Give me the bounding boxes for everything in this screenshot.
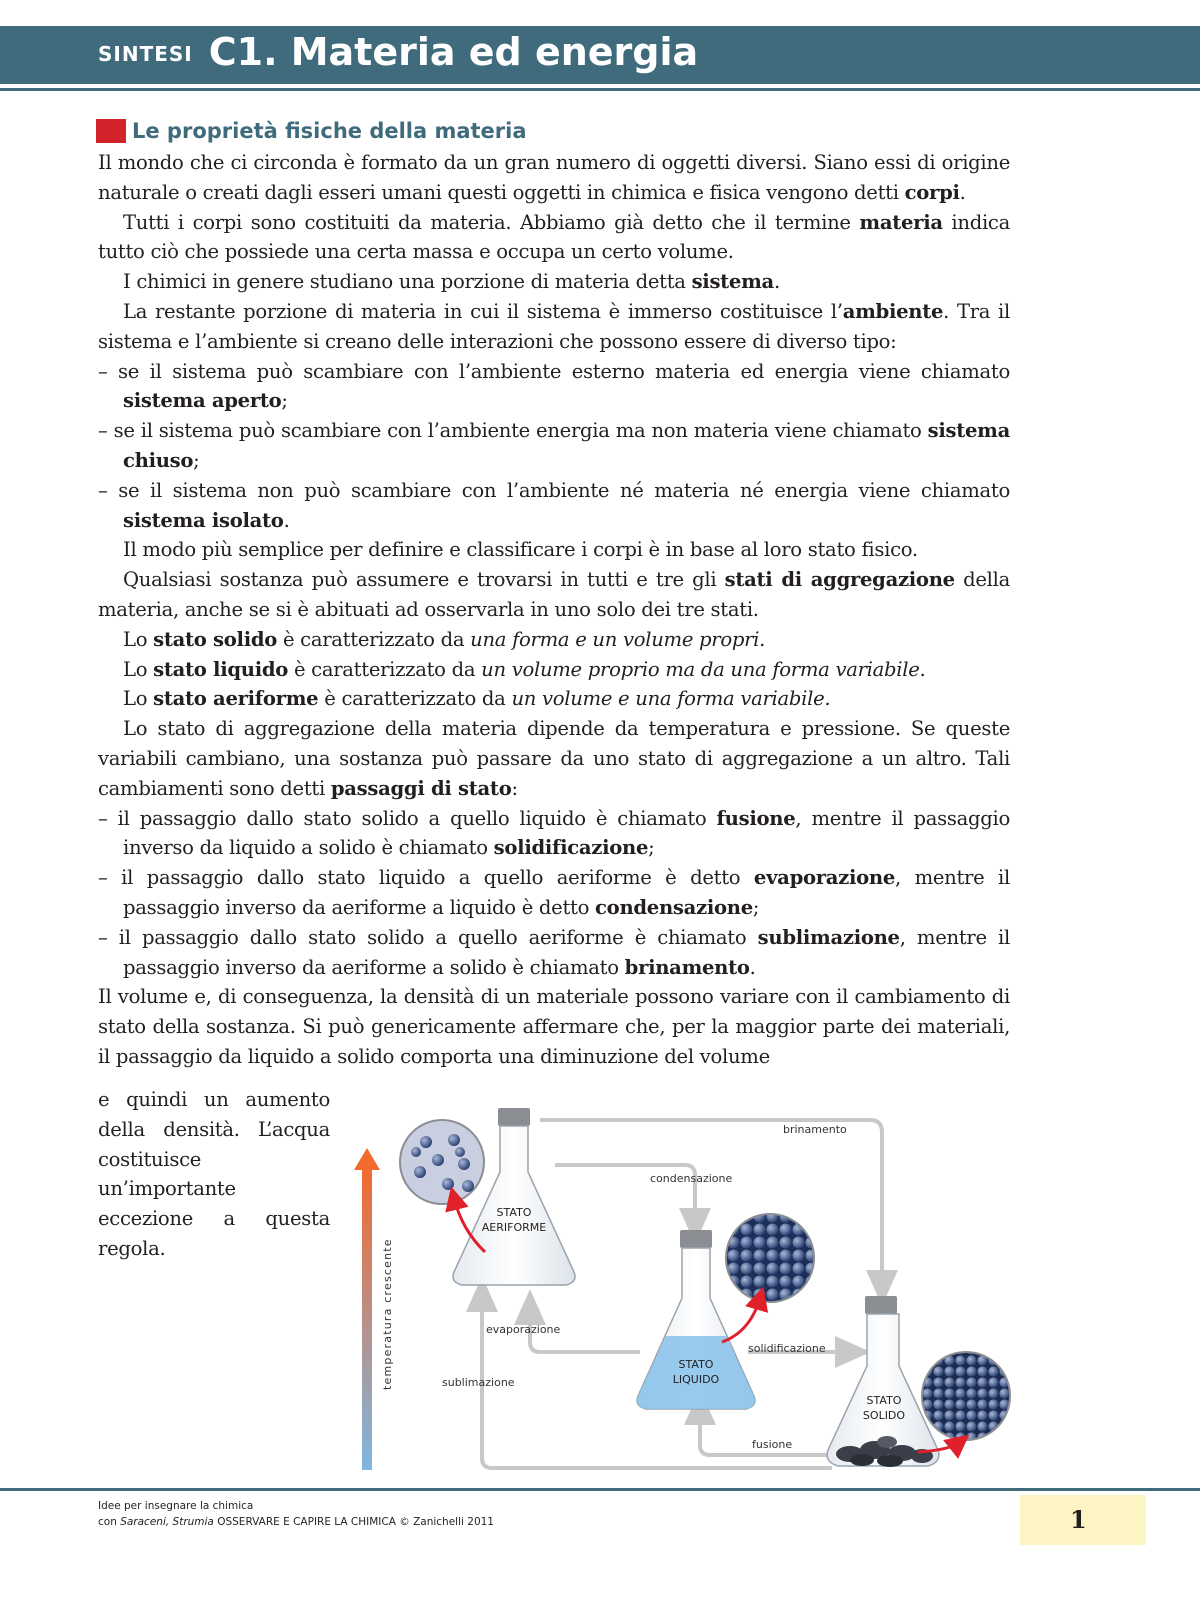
section-marker xyxy=(96,119,126,143)
footer-line-2: con Saraceni, Strumia OSSERVARE E CAPIRE LA CHIMICA © Zanichelli 2011 xyxy=(98,1516,494,1528)
flask-solido-label-2: SOLIDO xyxy=(862,1409,906,1422)
page-header xyxy=(98,30,698,74)
paragraph: Lo stato di aggregazione della materia dipende da temperatura e pressione. Se queste variabili cambiano, una sostanza può passare da uno stato di aggregazione a un altro. Tali cambiamenti sono detti passaggi di stato: xyxy=(98,717,1010,800)
paragraph: La restante porzione di materia in cui il sistema è immerso costituisce l’ambiente. Tra il sistema e l’ambiente si creano delle interazioni che possono essere di diverso tipo: xyxy=(98,299,1010,353)
label-sublimazione: sublimazione xyxy=(442,1376,515,1389)
label-solidificazione: solidificazione xyxy=(748,1342,826,1355)
footer xyxy=(98,1498,494,1530)
body-text xyxy=(98,148,1010,1072)
label-fusione: fusione xyxy=(752,1438,793,1451)
flask-liquido-label-1: STATO xyxy=(678,1358,714,1371)
temperature-arrow xyxy=(354,1148,380,1470)
brinamento-arrow xyxy=(540,1120,882,1290)
label-condensazione: condensazione xyxy=(650,1172,733,1185)
paragraph: Il modo più semplice per definire e classificare i corpi è in base al loro stato fisico. xyxy=(123,538,918,562)
footer-rule xyxy=(0,1488,1200,1491)
list-item: – se il sistema può scambiare con l’ambiente energia ma non materia viene chiamato sistema chiuso; xyxy=(98,419,1010,472)
list-item: – il passaggio dallo stato solido a quello aeriforme è chiamato sublimazione, mentre il passaggio inverso da aeriforme a solido è chiamato brinamento. xyxy=(98,925,1010,979)
paragraph: Il mondo che ci circonda è formato da un gran numero di oggetti diversi. Siano essi di origine naturale o creati dagli esseri umani questi oggetti in chimica e fisica vengono detti corpi. xyxy=(98,151,1010,204)
states-of-matter-diagram xyxy=(350,1080,1020,1480)
section-title: Le proprietà fisiche della materia xyxy=(132,119,527,143)
list-item: – se il sistema può scambiare con l’ambiente esterno materia ed energia viene chiamato sistema aperto; xyxy=(98,359,1010,413)
flask-aeriforme-label-2: AERIFORME xyxy=(481,1221,547,1234)
paragraph: Lo stato solido è caratterizzato da una forma e un volume propri. xyxy=(123,627,766,651)
section-heading xyxy=(96,117,527,145)
page-number: 1 xyxy=(1070,1505,1087,1534)
paragraph: Qualsiasi sostanza può assumere e trovarsi in tutti e tre gli stati di aggregazione della materia, anche se si è abituati ad osservarla in uno solo dei tre stati. xyxy=(98,568,1010,621)
label-brinamento: brinamento xyxy=(783,1123,847,1136)
temperature-axis-label: temperatura crescente xyxy=(381,1238,394,1390)
flask-aeriforme-label-1: STATO xyxy=(496,1206,532,1219)
flask-liquido-label-2: LIQUIDO xyxy=(672,1373,720,1386)
list-item: – il passaggio dallo stato liquido a quello aeriforme è detto evaporazione, mentre il passaggio inverso da aeriforme a liquido è detto condensazione; xyxy=(98,866,1010,919)
paragraph: Lo stato aeriforme è caratterizzato da un volume e una forma variabile. xyxy=(123,687,831,711)
footer-line-1: Idee per insegnare la chimica xyxy=(98,1500,254,1512)
page-title: C1. Materia ed energia xyxy=(208,30,699,74)
paragraph: Il volume e, di conseguenza, la densità di un materiale possono variare con il cambiamento di stato della sostanza. Si può genericamente affermare che, per la maggior parte dei materiali, il passaggio da liquido a solido comporta una diminuzione del volume xyxy=(98,985,1010,1068)
header-rule xyxy=(0,88,1200,91)
side-text: e quindi un aumento della densità. L’acqua costituisce un’importante eccezione a questa regola. xyxy=(98,1088,330,1260)
label-evaporazione: evaporazione xyxy=(486,1323,561,1336)
list-item: – il passaggio dallo stato solido a quello liquido è chiamato fusione, mentre il passaggio inverso da liquido a solido è chiamato solidificazione; xyxy=(98,806,1010,860)
paragraph: I chimici in genere studiano una porzione di materia detta sistema. xyxy=(123,270,780,294)
list-item: – se il sistema non può scambiare con l’ambiente né materia né energia viene chiamato sistema isolato. xyxy=(98,478,1010,532)
diagram-svg xyxy=(350,1080,1020,1480)
header-tag: SINTESI xyxy=(98,42,193,66)
paragraph: Tutti i corpi sono costituiti da materia. Abbiamo già detto che il termine materia indica tutto ciò che possiede una certa massa e occupa un certo volume. xyxy=(98,210,1010,264)
paragraph: Lo stato liquido è caratterizzato da un volume proprio ma da una forma variabile. xyxy=(123,657,926,681)
flask-solido xyxy=(827,1296,939,1467)
flask-solido-label-1: STATO xyxy=(866,1394,902,1407)
liquid-molecules-zoom xyxy=(722,1214,814,1342)
